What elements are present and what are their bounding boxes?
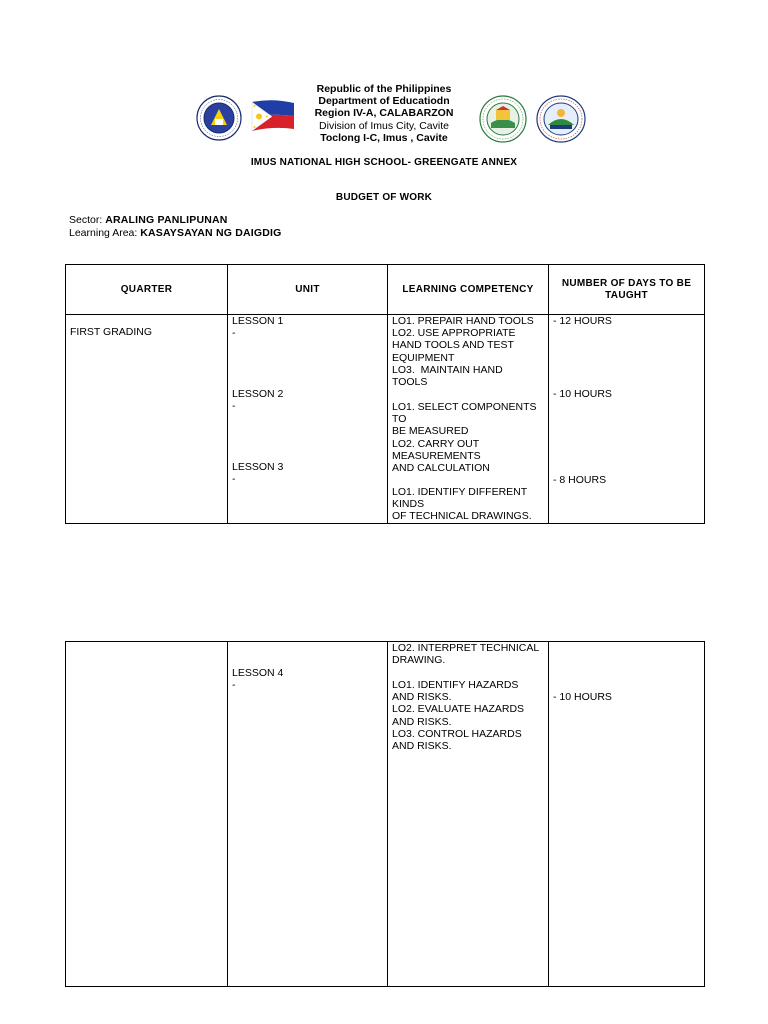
quarter-cell-empty: [66, 642, 228, 987]
unit-lesson-3: LESSON 3: [232, 461, 284, 473]
unit-lesson-1: LESSON 1: [232, 315, 284, 327]
quarter-first-grading: FIRST GRADING: [70, 326, 153, 338]
unit-lesson-3-dash: -: [232, 473, 236, 485]
school-name: IMUS NATIONAL HIGH SCHOOL- GREENGATE ANNEX: [250, 157, 518, 168]
budget-table-page2: [65, 641, 705, 987]
unit-lesson-2: LESSON 2: [232, 388, 284, 400]
region-line: Region IV-A, CALABARZON: [314, 107, 454, 120]
header-unit: UNIT: [228, 265, 388, 315]
republic-line: Republic of the Philippines: [316, 83, 452, 95]
letterhead: [290, 83, 478, 144]
learning-area-line: [69, 227, 282, 239]
unit-lesson-4-dash: -: [232, 679, 236, 691]
competency-lesson-2: LO1. SELECT COMPONENTS TO BE MEASURED LO2. CARRY OUT MEASUREMENTS AND CALCULATION: [392, 401, 537, 475]
competency-lesson-4: LO1. IDENTIFY HAZARDS AND RISKS. LO2. EVALUATE HAZARDS AND RISKS. LO3. CONTROL HAZARDS AND RISKS.: [392, 679, 525, 753]
header-days: NUMBER OF DAYS TO BE TAUGHT: [549, 265, 705, 315]
competency-lesson-1: LO1. PREPAIR HAND TOOLS LO2. USE APPROPRIATE HAND TOOLS AND TEST EQUIPMENT LO3. MAINTAIN HAND TOOLS: [392, 315, 534, 389]
unit-lesson-1-dash: -: [232, 327, 236, 339]
address-line: Toclong I-C, Imus , Cavite: [320, 131, 448, 144]
sector-line: [69, 214, 228, 226]
sector-label: Sector:: [69, 214, 106, 226]
unit-lesson-2-dash: -: [232, 400, 236, 412]
document-title: BUDGET OF WORK: [335, 192, 433, 203]
competency-continued: LO2. INTERPRET TECHNICAL DRAWING.: [392, 642, 540, 667]
days-lesson-1: - 12 HOURS: [553, 315, 612, 327]
school-seal-icon: [536, 95, 586, 143]
header-quarter: QUARTER: [66, 265, 228, 315]
days-lesson-4: - 10 HOURS: [553, 691, 612, 703]
learning-area-value: KASAYSAYAN NG DAIGDIG: [140, 227, 282, 239]
deped-seal-icon: [196, 95, 242, 141]
unit-lesson-4: LESSON 4: [232, 667, 284, 679]
sector-value: ARALING PANLIPUNAN: [105, 214, 228, 226]
days-lesson-2: - 10 HOURS: [553, 388, 612, 400]
division-seal-icon: [479, 95, 527, 143]
days-lesson-3: - 8 HOURS: [553, 474, 607, 486]
header-competency: LEARNING COMPETENCY: [388, 265, 549, 315]
division-line: Division of Imus City, Cavite: [319, 119, 449, 132]
budget-table-page1: [65, 264, 705, 524]
competency-lesson-3: LO1. IDENTIFY DIFFERENT KINDS OF TECHNICAL DRAWINGS.: [392, 486, 532, 523]
learning-area-label: Learning Area:: [69, 227, 141, 239]
department-line: Department of Educatiodn: [318, 95, 450, 108]
